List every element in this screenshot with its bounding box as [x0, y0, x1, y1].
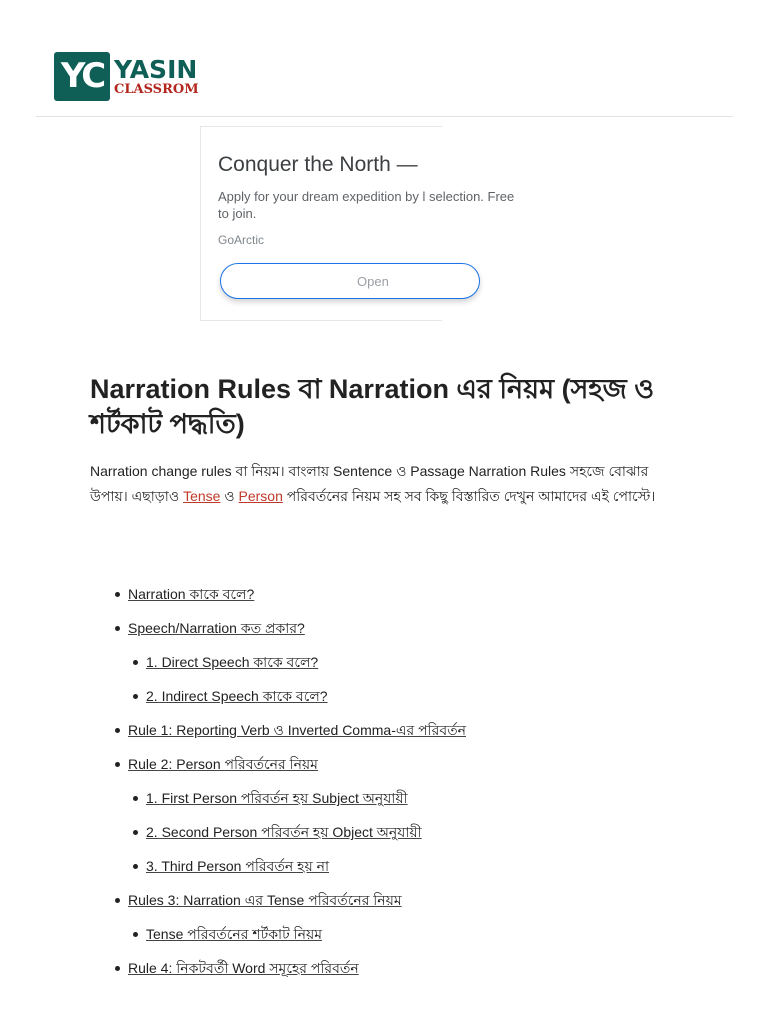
article-title: Narration Rules বা Narration এর নিয়ম (সহজ ও শর্টকাট পদ্ধতি): [90, 374, 655, 439]
ad-description: Apply for your dream expedition by l selection. Free to join.: [218, 189, 515, 221]
toc-link[interactable]: 1. Direct Speech কাকে বলে?: [146, 654, 319, 670]
intro-text-1: Narration change rules বা নিয়ম। বাংলায় Sentence ও Passage Narration Rules সহজে বোঝার উপায়। এছাড়াও: [90, 463, 649, 504]
toc-item: [128, 616, 466, 650]
toc-item: [146, 820, 466, 854]
intro-text-2: ও: [220, 488, 239, 504]
site-logo[interactable]: [54, 52, 199, 101]
toc-link[interactable]: Tense পরিবর্তনের শর্টকাট নিয়ম: [146, 926, 322, 942]
header-divider: [36, 116, 733, 117]
toc-link[interactable]: Rules 3: Narration এর Tense পরিবর্তনের নিয়ম: [128, 892, 402, 908]
intro-text-3: পরিবর্তনের নিয়ম সহ সব কিছু বিস্তারিত দেখুন আমাদের এই পোস্টে।: [282, 488, 656, 504]
table-of-contents: [110, 582, 466, 990]
article-intro: [90, 459, 680, 509]
toc-item: [128, 888, 466, 922]
toc-item: [146, 684, 466, 718]
toc-item: [146, 854, 466, 888]
person-link[interactable]: Person: [238, 488, 283, 504]
tense-link[interactable]: Tense: [183, 488, 221, 504]
logo-text: [114, 54, 199, 97]
toc-link[interactable]: 3. Third Person পরিবর্তন হয় না: [146, 858, 330, 874]
toc-link[interactable]: Rule 1: Reporting Verb ও Inverted Comma-এর পরিবর্তন: [128, 722, 466, 738]
advertisement[interactable]: [200, 126, 515, 321]
toc-item: [128, 718, 466, 752]
toc-link[interactable]: Rule 4: নিকটবর্তী Word সমূহের পরিবর্তন: [128, 960, 359, 976]
toc-link[interactable]: Narration কাকে বলে?: [128, 586, 255, 602]
toc-item: [146, 786, 466, 820]
toc-item: [146, 650, 466, 684]
toc-link[interactable]: 2. Second Person পরিবর্তন হয় Object অনুযায়ী: [146, 824, 422, 840]
toc-item: [128, 582, 466, 616]
logo-mark-icon: YC: [54, 52, 110, 101]
logo-name: YASIN: [114, 54, 198, 84]
toc-item: [128, 956, 466, 990]
site-header: [0, 0, 768, 117]
ad-open-button[interactable]: Open: [220, 263, 480, 299]
logo-subtitle: CLASSROM: [114, 81, 199, 97]
toc-link[interactable]: 1. First Person পরিবর্তন হয় Subject অনুযায়ী: [146, 790, 408, 806]
ad-title[interactable]: Conquer the North —: [218, 153, 418, 176]
toc-link[interactable]: Rule 2: Person পরিবর্তনের নিয়ম: [128, 756, 318, 772]
toc-item: [146, 922, 466, 956]
ad-brand: GoArctic: [218, 233, 265, 247]
toc-link[interactable]: Speech/Narration কত প্রকার?: [128, 620, 305, 636]
toc-link[interactable]: 2. Indirect Speech কাকে বলে?: [146, 688, 328, 704]
toc-item: [128, 752, 466, 786]
